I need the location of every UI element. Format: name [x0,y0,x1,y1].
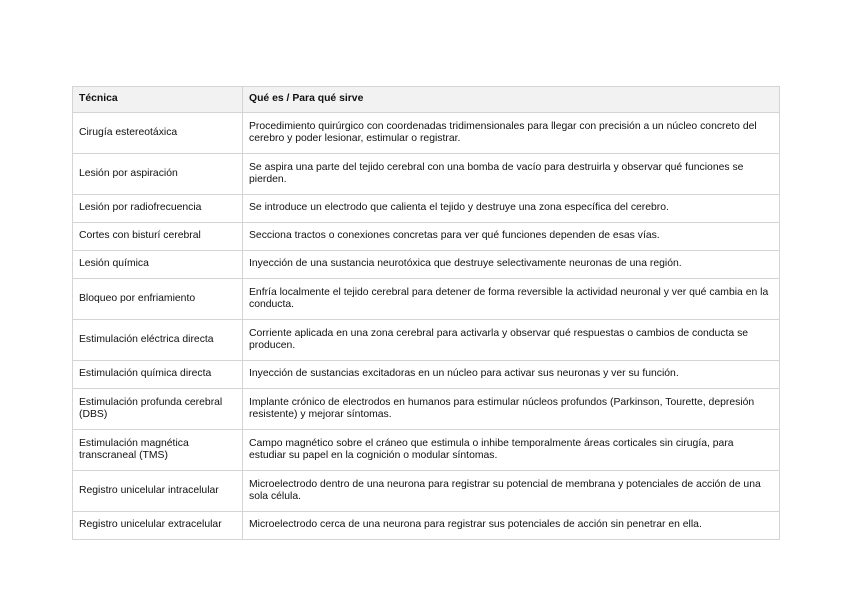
techniques-table [72,86,780,540]
technique-cell: Estimulación magnética transcraneal (TMS) [73,430,243,471]
technique-cell: Cirugía estereotáxica [73,113,243,154]
table-row [73,361,780,389]
table-header [73,87,780,113]
technique-cell: Lesión química [73,251,243,279]
technique-cell: Registro unicelular extracelular [73,512,243,540]
description-cell: Microelectrodo cerca de una neurona para registrar sus potenciales de acción sin penetrar en ella. [243,512,780,540]
header-technique: Técnica [73,87,243,113]
table-row [73,279,780,320]
table-row [73,389,780,430]
table-row [73,430,780,471]
description-cell: Campo magnético sobre el cráneo que estimula o inhibe temporalmente áreas corticales sin cirugía, para estudiar su papel en la cognición o modular síntomas. [243,430,780,471]
table-row [73,251,780,279]
table-row [73,223,780,251]
description-cell: Enfría localmente el tejido cerebral para detener de forma reversible la actividad neuronal y ver qué cambia en la conducta. [243,279,780,320]
technique-cell: Lesión por aspiración [73,154,243,195]
technique-cell: Lesión por radiofrecuencia [73,195,243,223]
table-row [73,320,780,361]
technique-cell: Bloqueo por enfriamiento [73,279,243,320]
technique-cell: Estimulación química directa [73,361,243,389]
technique-cell: Estimulación profunda cerebral (DBS) [73,389,243,430]
description-cell: Secciona tractos o conexiones concretas para ver qué funciones dependen de esas vías. [243,223,780,251]
description-cell: Corriente aplicada en una zona cerebral para activarla y observar qué respuestas o cambios de conducta se producen. [243,320,780,361]
description-cell: Inyección de una sustancia neurotóxica que destruye selectivamente neuronas de una región. [243,251,780,279]
table-row [73,512,780,540]
description-cell: Implante crónico de electrodos en humanos para estimular núcleos profundos (Parkinson, Tourette, depresión resistente) y mejorar síntomas. [243,389,780,430]
header-description: Qué es / Para qué sirve [243,87,780,113]
table-row [73,113,780,154]
description-cell: Se aspira una parte del tejido cerebral con una bomba de vacío para destruirla y observar qué funciones se pierden. [243,154,780,195]
description-cell: Procedimiento quirúrgico con coordenadas tridimensionales para llegar con precisión a un núcleo concreto del cerebro y poder lesionar, estimular o registrar. [243,113,780,154]
table-body [73,113,780,540]
technique-cell: Cortes con bisturí cerebral [73,223,243,251]
table-row [73,195,780,223]
header-row [73,87,780,113]
description-cell: Se introduce un electrodo que calienta el tejido y destruye una zona específica del cerebro. [243,195,780,223]
technique-cell: Estimulación eléctrica directa [73,320,243,361]
technique-cell: Registro unicelular intracelular [73,471,243,512]
description-cell: Inyección de sustancias excitadoras en un núcleo para activar sus neuronas y ver su función. [243,361,780,389]
table-row [73,471,780,512]
table-row [73,154,780,195]
description-cell: Microelectrodo dentro de una neurona para registrar su potencial de membrana y potenciales de acción de una sola célula. [243,471,780,512]
